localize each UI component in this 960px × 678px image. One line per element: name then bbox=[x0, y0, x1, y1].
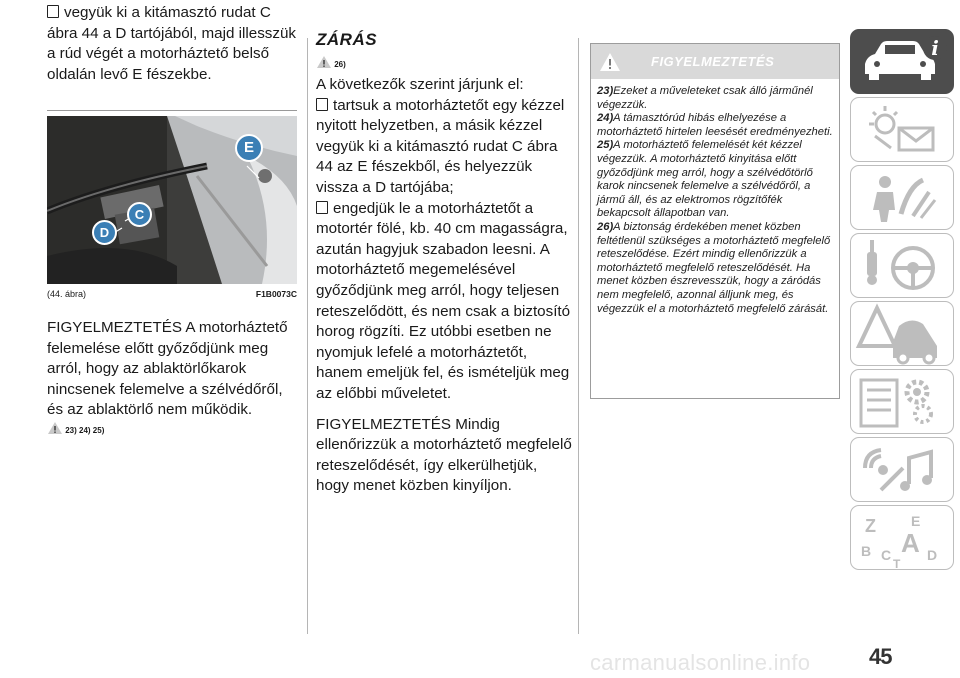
svg-text:C: C bbox=[881, 547, 892, 563]
warning-note: 23)Ezeket a műveleteket csak álló járműnél végezzük. bbox=[597, 85, 813, 111]
warning-note: 24)A támasztórúd hibás elhelyezése a motorháztető hirtelen leesését eredményezheti. bbox=[597, 112, 833, 138]
callout-label-d: D bbox=[92, 220, 117, 245]
warning-refs: 23) 24) 25) bbox=[47, 421, 104, 435]
checkbox-bullet-icon bbox=[316, 201, 328, 214]
warning-triangle-icon bbox=[316, 55, 332, 69]
title-refs: 26) bbox=[316, 55, 346, 69]
warning-box-header bbox=[591, 44, 839, 79]
svg-text:A: A bbox=[901, 528, 920, 558]
multimedia-icon bbox=[851, 438, 953, 501]
figure-caption bbox=[47, 287, 297, 301]
lead-text: A következők szerint járjunk el: bbox=[316, 76, 524, 93]
figure-44 bbox=[47, 110, 297, 310]
warning-triangle-icon bbox=[47, 421, 63, 435]
svg-text:T: T bbox=[893, 557, 901, 569]
tab-maintenance[interactable] bbox=[850, 369, 954, 434]
warning-note: 25)A motorháztető felemelését két kézzel végezzük. A motorháztető kinyitása előtt győződjünk meg arról, hogy a szélvédőtörlő karok nincsenek felemelve a szélvédőről, a jármű áll, és az elektromos rögzítőfék bekapcsolt állapotban van. bbox=[597, 139, 813, 220]
checkbox-bullet-icon bbox=[316, 98, 328, 111]
tab-safety[interactable] bbox=[850, 165, 954, 230]
warning-note: 26)A biztonság érdekében menet közben feltétlenül szükséges a motorháztető megfelelő reteszelődése. Ezért mindig ellenőrizzük a motorháztető megfelelő reteszelődését. Ha menet közben észrevesszük, hogy a záródás nem megfelelő, azonnal álljunk meg, és végezzük el a motorháztető megfelelő zárását. bbox=[597, 220, 831, 315]
closing-procedure bbox=[316, 75, 574, 497]
callout-label-e: E bbox=[235, 134, 263, 162]
callout-label-c: C bbox=[127, 202, 152, 227]
figure-code: F1B0073C bbox=[255, 289, 297, 299]
watermark: carmanualsonline.info bbox=[590, 650, 811, 675]
tab-multimedia[interactable] bbox=[850, 437, 954, 502]
safety-airbag-icon bbox=[851, 166, 953, 229]
warning-notes bbox=[591, 79, 839, 316]
emergency-icon bbox=[851, 302, 953, 365]
tab-warning-lights[interactable] bbox=[850, 97, 954, 162]
warning-paragraph: FIGYELMEZTETÉS Mindig ellenőrizzük a motorháztető megfelelő reteszelődését, így elkerülhetjük, hogy menet közben kinyíljon. bbox=[316, 415, 572, 495]
page-number: 45 bbox=[869, 644, 892, 669]
step-2: engedjük le a motorháztetőt a motortér fölé, kb. 40 cm magasságra, azután hagyjuk szabadon leesni. A motorháztető megemelésével győződjünk meg arról, hogy teljesen reteszelődött, és nem csak a biztosító horog rögzíti. Ez utóbbi esetben ne nyomjuk lefelé a motorháztetőt, hanem emeljük fel, és ismételjük meg az előbbi műveletet. bbox=[316, 199, 571, 402]
svg-text:Z: Z bbox=[865, 516, 876, 536]
svg-text:i: i bbox=[931, 36, 939, 60]
intro-paragraph: vegyük ki a kitámasztó rudat C ábra 44 a D tartójából, majd illesszük a rúd végét a motorháztető belső oldalán levő E fészekbe. bbox=[47, 4, 297, 83]
tab-index[interactable] bbox=[850, 505, 954, 570]
column-divider bbox=[307, 38, 308, 634]
warning-box bbox=[590, 43, 840, 399]
tab-emergency[interactable] bbox=[850, 301, 954, 366]
step-1: tartsuk a motorháztetőt egy kézzel nyitott helyzetben, a másik kézzel vegyük ki a kitámasztó rudat C ábra 44 az E fészekből, és helyezzük vissza a D tartójába; bbox=[316, 96, 565, 196]
tab-car-info[interactable] bbox=[850, 29, 954, 94]
svg-text:B: B bbox=[861, 543, 872, 559]
section-title: ZÁRÁS bbox=[316, 30, 378, 49]
car-info-icon bbox=[851, 30, 953, 93]
checkbox-bullet-icon bbox=[47, 5, 59, 18]
tab-starting-driving[interactable] bbox=[850, 233, 954, 298]
warning-box-title: FIGYELMEZTETÉS bbox=[651, 54, 775, 69]
svg-text:D: D bbox=[927, 547, 938, 563]
maintenance-icon bbox=[851, 370, 953, 433]
steering-key-icon bbox=[851, 234, 953, 297]
figure-number: (44. ábra) bbox=[47, 289, 87, 299]
engine-bay-photo bbox=[47, 116, 297, 284]
warning-triangle-icon bbox=[599, 52, 621, 72]
warning-paragraph: FIGYELMEZTETÉS A motorháztető felemelése előtt győződjünk meg arról, hogy az ablaktörlőkarok nincsenek felemelve a szélvédőről, és az ablaktörlő nem működik. bbox=[47, 319, 288, 419]
column-divider bbox=[578, 38, 579, 634]
warning-lights-icon bbox=[851, 98, 953, 161]
svg-text:E: E bbox=[911, 513, 921, 529]
index-az-icon bbox=[851, 506, 953, 569]
